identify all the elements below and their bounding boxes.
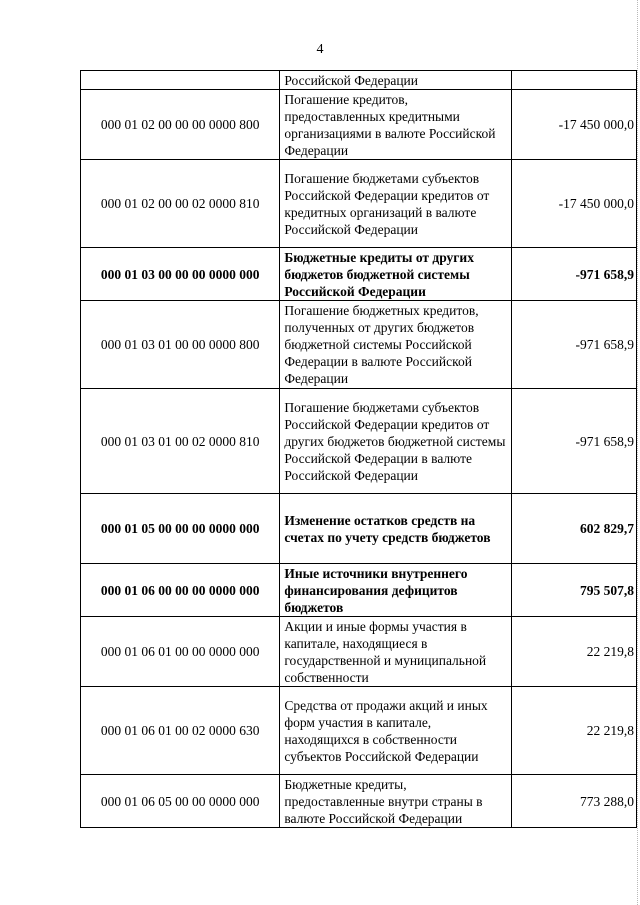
source-name-cell: Изменение остатков средств на счетах по учету средств бюджетов [280, 494, 511, 564]
budget-sources-table [80, 70, 637, 828]
source-name-cell: Бюджетные кредиты, предоставленные внутри страны в валюте Российской Федерации [280, 775, 511, 828]
source-name-cell: Погашение бюджетами субъектов Российской Федерации кредитов от кредитных организаций в валюте Российской Федерации [280, 160, 511, 248]
amount-cell: 795 507,8 [511, 564, 636, 617]
budget-code-cell: 000 01 03 01 00 02 0000 810 [81, 389, 280, 494]
scan-edge-line [636, 0, 638, 905]
budget-code-cell: 000 01 05 00 00 00 0000 000 [81, 494, 280, 564]
budget-code-cell [81, 71, 280, 90]
amount-cell: -971 658,9 [511, 389, 636, 494]
budget-code-cell: 000 01 03 00 00 00 0000 000 [81, 248, 280, 301]
budget-code-cell: 000 01 02 00 00 00 0000 800 [81, 90, 280, 160]
table-row [81, 71, 637, 90]
budget-code-cell: 000 01 06 01 00 00 0000 000 [81, 617, 280, 687]
budget-code-cell: 000 01 06 01 00 02 0000 630 [81, 687, 280, 775]
page-number: 4 [316, 42, 324, 57]
table-row [81, 687, 637, 775]
source-name-cell: Иные источники внутреннего финансирования дефицитов бюджетов [280, 564, 511, 617]
budget-code-cell: 000 01 06 00 00 00 0000 000 [81, 564, 280, 617]
budget-code-cell: 000 01 03 01 00 00 0000 800 [81, 301, 280, 389]
source-name-cell: Погашение бюджетных кредитов, полученных от других бюджетов бюджетной системы Российской Федерации в валюте Российской Федерации [280, 301, 511, 389]
source-name-cell: Средства от продажи акций и иных форм участия в капитале, находящихся в собственности субъектов Российской Федерации [280, 687, 511, 775]
source-name-cell: Акции и иные формы участия в капитале, находящиеся в государственной и муниципальной собственности [280, 617, 511, 687]
amount-cell: 22 219,8 [511, 687, 636, 775]
table-row [81, 494, 637, 564]
table-row [81, 617, 637, 687]
table-row [81, 90, 637, 160]
source-name-cell: Бюджетные кредиты от других бюджетов бюджетной системы Российской Федерации [280, 248, 511, 301]
source-name-cell: Погашение бюджетами субъектов Российской Федерации кредитов от других бюджетов бюджетной системы Российской Федерации в валюте Российской Федерации [280, 389, 511, 494]
table-row [81, 775, 637, 828]
amount-cell: 773 288,0 [511, 775, 636, 828]
table-row [81, 564, 637, 617]
table-row [81, 160, 637, 248]
table-row [81, 301, 637, 389]
amount-cell: -971 658,9 [511, 248, 636, 301]
source-name-cell: Погашение кредитов, предоставленных кредитными организациями в валюте Российской Федерации [280, 90, 511, 160]
amount-cell: -971 658,9 [511, 301, 636, 389]
amount-cell: -17 450 000,0 [511, 160, 636, 248]
budget-code-cell: 000 01 02 00 00 02 0000 810 [81, 160, 280, 248]
amount-cell: 22 219,8 [511, 617, 636, 687]
table-row [81, 389, 637, 494]
table-row [81, 248, 637, 301]
source-name-cell: Российской Федерации [280, 71, 511, 90]
amount-cell: -17 450 000,0 [511, 90, 636, 160]
budget-code-cell: 000 01 06 05 00 00 0000 000 [81, 775, 280, 828]
amount-cell [511, 71, 636, 90]
amount-cell: 602 829,7 [511, 494, 636, 564]
